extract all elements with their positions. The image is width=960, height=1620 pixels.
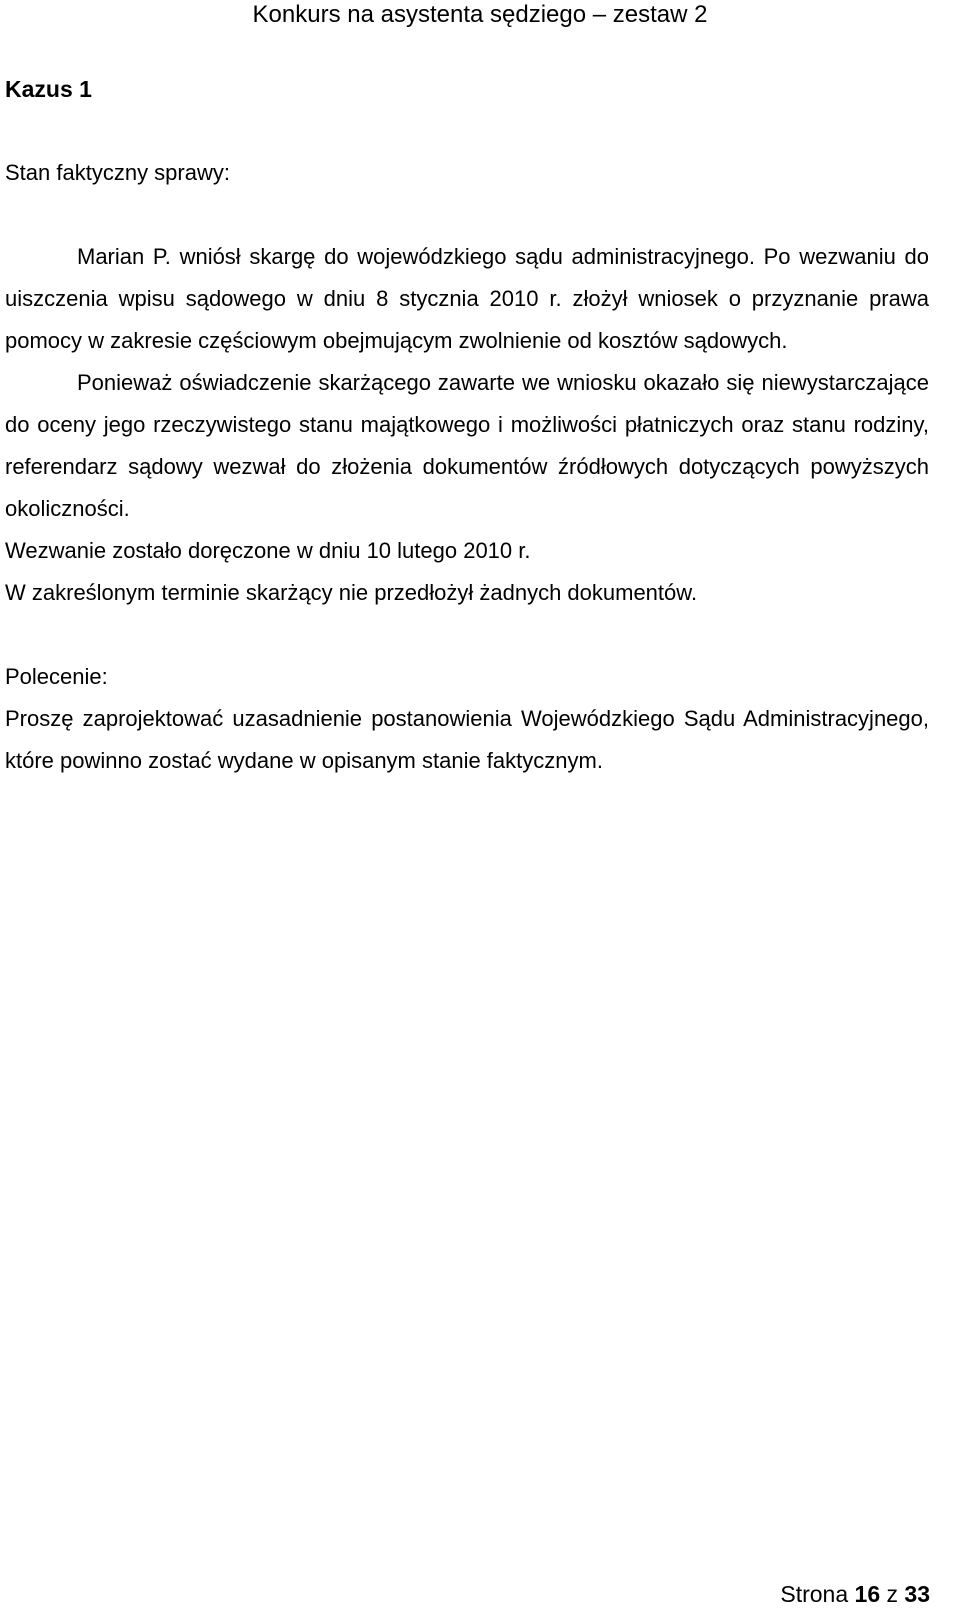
spacer [5, 614, 929, 656]
task-label: Polecenie: [5, 664, 108, 689]
spacer [5, 194, 929, 236]
spacer [5, 110, 929, 152]
facts-paragraph-1: Marian P. wniósł skargę do wojewódzkiego sądu administracyjnego. Po wezwaniu do uiszczenia wpisu sądowego w dniu 8 stycznia 2010 r. złożył wniosek o przyznanie prawa pomocy w zakresie częściowym obejmującym zwolnienie od kosztów sądowych. [5, 244, 929, 353]
facts-paragraph-4: W zakreślonym terminie skarżący nie przedłożył żadnych dokumentów. [5, 580, 698, 605]
page-header [0, 0, 960, 30]
page-number: 16 [854, 1581, 881, 1607]
facts-paragraph-2: Ponieważ oświadczenie skarżącego zawarte we wniosku okazało się niewystarczające do oceny jego rzeczywistego stanu majątkowego i możliwości płatniczych oraz stanu rodziny, referendarz sądowy wezwał do złożenia dokumentów źródłowych dotyczących powyższych okoliczności. [5, 370, 929, 521]
footer-prefix: Strona [780, 1581, 849, 1607]
page-footer [780, 1580, 930, 1608]
case-title: Kazus 1 [5, 76, 92, 102]
document-body [5, 68, 929, 782]
facts-label: Stan faktyczny sprawy: [5, 160, 230, 185]
footer-separator: z [886, 1581, 899, 1607]
facts-paragraph-3: Wezwanie zostało doręczone w dniu 10 lutego 2010 r. [5, 538, 531, 563]
header-title: Konkurs na asystenta sędziego – zestaw 2 [252, 1, 708, 28]
page-total: 33 [904, 1581, 930, 1607]
task-text: Proszę zaprojektować uzasadnienie postanowienia Wojewódzkiego Sądu Administracyjnego, które powinno zostać wydane w opisanym stanie faktycznym. [5, 706, 929, 773]
